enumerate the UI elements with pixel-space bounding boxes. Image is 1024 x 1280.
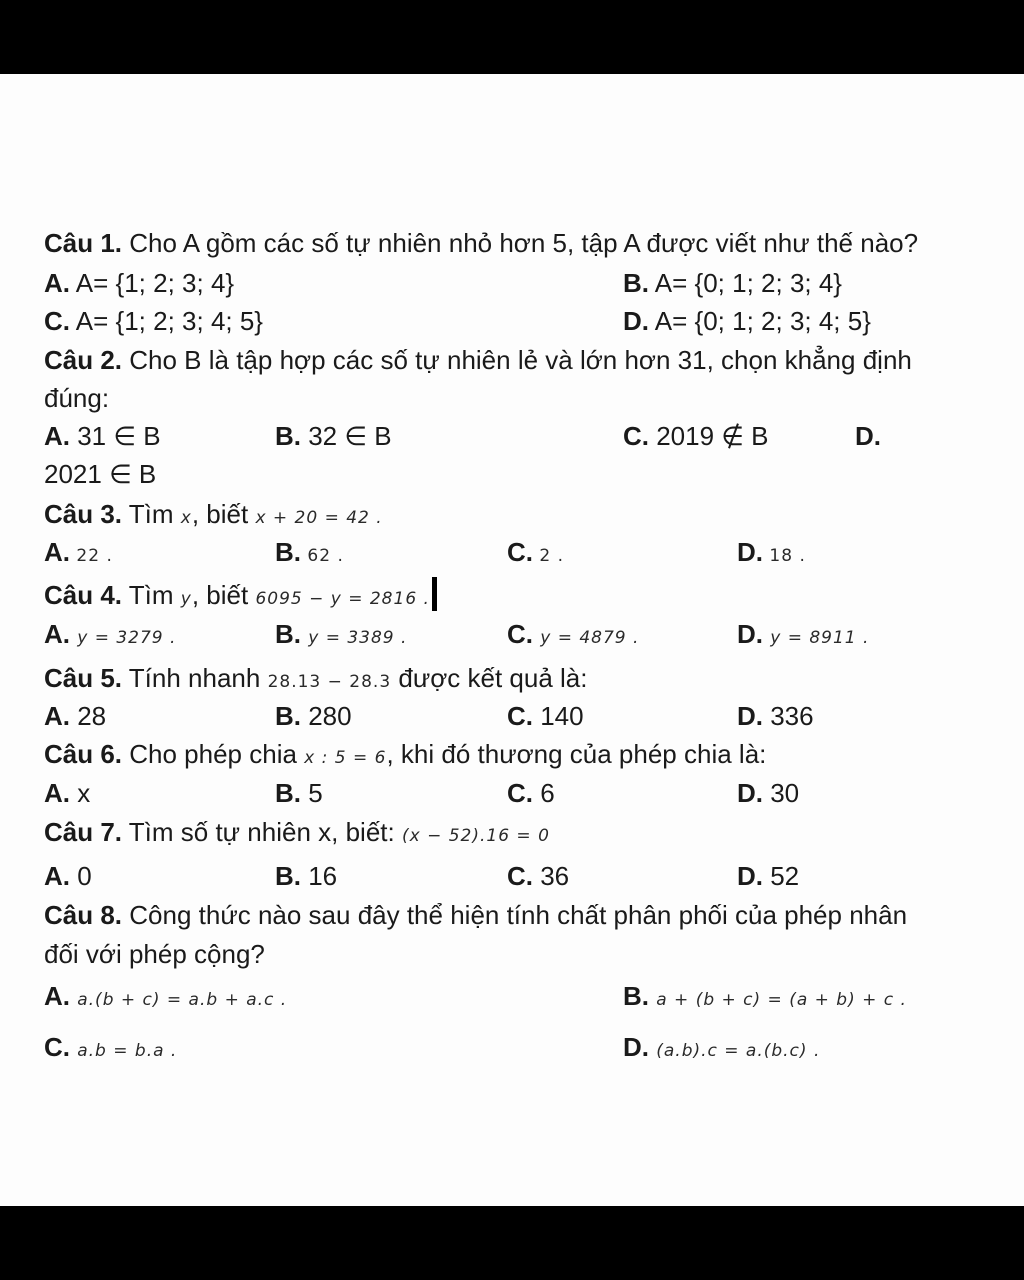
equation: x + 20 = 42 .	[255, 508, 383, 528]
question-text: Cho A gồm các số tự nhiên nhỏ hơn 5, tập A được viết như thế nào?	[122, 228, 919, 258]
option-d: D. 52	[737, 861, 800, 891]
option-a: A. 28	[44, 701, 107, 731]
option-c: C. a.b = b.a .	[44, 1032, 178, 1062]
equation: x : 5 = 6	[304, 748, 387, 768]
question-label: Câu 3.	[44, 499, 123, 529]
option-c: C. 6	[507, 778, 555, 808]
question-5: Câu 5. Tính nhanh 28.13 − 28.3 được kết quả là:	[44, 663, 588, 693]
option-d-key: D.	[855, 421, 881, 451]
question-label: Câu 6.	[44, 739, 123, 769]
question-2-continued: đúng:	[44, 383, 110, 413]
option-d: D. (a.b).c = a.(b.c) .	[623, 1032, 821, 1062]
question-label: Câu 8.	[44, 900, 123, 930]
question-1	[44, 228, 918, 258]
question-6: Câu 6. Cho phép chia x : 5 = 6, khi đó thương của phép chia là:	[44, 739, 767, 769]
option-b: B. 280	[275, 701, 352, 731]
option-c: C. y = 4879 .	[507, 619, 640, 649]
option-b: B. 62 .	[275, 537, 344, 567]
option-b: B. A= {0; 1; 2; 3; 4}	[623, 268, 842, 298]
equation: 28.13 − 28.3	[267, 672, 392, 692]
question-3: Câu 3. Tìm x, biết x + 20 = 42 .	[44, 499, 383, 529]
option-b: B. 5	[275, 778, 323, 808]
option-a: A. 22 .	[44, 537, 113, 567]
option-a: A. 31 ∈ B	[44, 421, 161, 451]
question-label: Câu 1.	[44, 228, 123, 258]
option-d-text: 2021 ∈ B	[44, 459, 157, 489]
option-a: A. A= {1; 2; 3; 4}	[44, 268, 235, 298]
question-8	[44, 900, 907, 930]
option-d: D. 18 .	[737, 537, 806, 567]
question-8-continued: đối với phép cộng?	[44, 939, 265, 969]
option-b: B. 16	[275, 861, 338, 891]
option-c: C. 140	[507, 701, 584, 731]
question-2	[44, 345, 912, 375]
question-4: Câu 4. Tìm y, biết 6095 − y = 2816 .	[44, 577, 437, 614]
equation: (x − 52).16 = 0	[401, 826, 550, 846]
option-c: C. 2 .	[507, 537, 565, 567]
option-b: B. a + (b + c) = (a + b) + c .	[623, 981, 907, 1011]
question-label: Câu 7.	[44, 817, 123, 847]
option-c: C. 2019 ∉ B	[623, 421, 769, 451]
option-a: A. y = 3279 .	[44, 619, 177, 649]
text-cursor	[432, 577, 437, 611]
question-text: Công thức nào sau đây thể hiện tính chất phân phối của phép nhân	[122, 900, 908, 930]
option-a: A. a.(b + c) = a.b + a.c .	[44, 981, 288, 1011]
option-c: C. 36	[507, 861, 570, 891]
option-b: B. y = 3389 .	[275, 619, 408, 649]
equation: 6095 − y = 2816 .	[255, 589, 430, 609]
question-label: Câu 5.	[44, 663, 123, 693]
option-d: D. 336	[737, 701, 814, 731]
question-7: Câu 7. Tìm số tự nhiên x, biết: (x − 52).16 = 0	[44, 817, 550, 847]
option-d: D. A= {0; 1; 2; 3; 4; 5}	[623, 306, 871, 336]
question-text: Cho B là tập hợp các số tự nhiên lẻ và lớn hơn 31, chọn khẳng định	[122, 345, 912, 375]
option-d: D. 30	[737, 778, 800, 808]
question-label: Câu 2.	[44, 345, 123, 375]
question-label: Câu 4.	[44, 580, 123, 610]
option-c: C. A= {1; 2; 3; 4; 5}	[44, 306, 263, 336]
option-b: B. 32 ∈ B	[275, 421, 392, 451]
option-a: A. x	[44, 778, 91, 808]
option-a: A. 0	[44, 861, 92, 891]
option-d: D. y = 8911 .	[737, 619, 870, 649]
